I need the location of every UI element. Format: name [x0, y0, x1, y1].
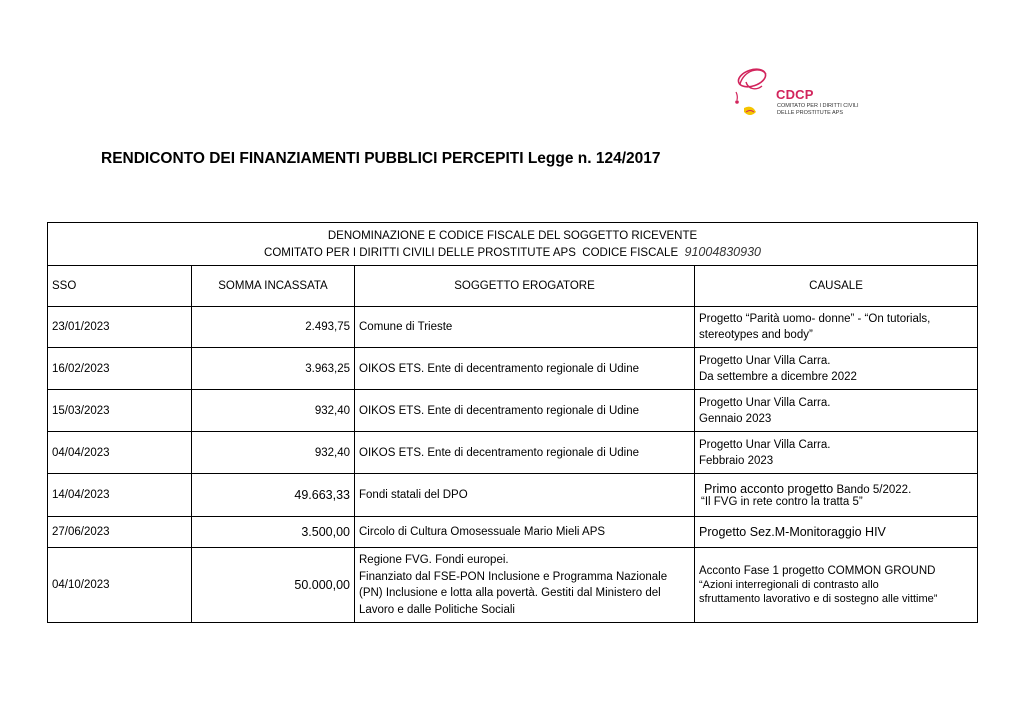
table-row: [48, 307, 978, 348]
receiver-name: COMITATO PER I DIRITTI CIVILI DELLE PROSTITUTE APS: [264, 246, 576, 259]
cause-cell: [695, 548, 978, 623]
entity-cell: Circolo di Cultura Omosessuale Mario Mieli APS: [355, 517, 695, 548]
date-cell: 23/01/2023: [48, 307, 192, 348]
date-cell: 16/02/2023: [48, 348, 192, 390]
table-row: [48, 474, 978, 517]
receiver-identity: [52, 244, 973, 261]
cause-line: sfruttamento lavorativo e di sostegno alle vittime”: [699, 593, 938, 605]
date-cell: 27/06/2023: [48, 517, 192, 548]
entity-cell: OIKOS ETS. Ente di decentramento regionale di Udine: [355, 348, 695, 390]
cause-line: Da settembre a dicembre 2022: [699, 370, 857, 383]
funding-table: [47, 222, 978, 623]
amount-cell: 50.000,00: [192, 548, 355, 623]
cause-line: Progetto Unar Villa Carra.: [699, 438, 831, 451]
entity-line: Finanziato dal FSE-PON Inclusione e Programma Nazionale: [359, 570, 668, 583]
entity-cell: [355, 548, 695, 623]
entity-line: (PN) Inclusione e lotta alla povertà. Gestiti dal Ministero del: [359, 587, 661, 599]
date-cell: 15/03/2023: [48, 390, 192, 432]
document-title: RENDICONTO DEI FINANZIAMENTI PUBBLICI PERCEPITI Legge n. 124/2017: [101, 150, 661, 167]
receiver-heading: DENOMINAZIONE E CODICE FISCALE DEL SOGGETTO RICEVENTE: [327, 229, 698, 242]
entity-cell: Fondi statali del DPO: [355, 474, 695, 517]
cause-line: Febbraio 2023: [699, 454, 774, 467]
fiscal-code-label: CODICE FISCALE: [582, 246, 679, 259]
lips-icon: [730, 62, 780, 122]
amount-cell: 49.663,33: [192, 474, 355, 517]
entity-line: Lavoro e dalle Politiche Sociali: [359, 603, 515, 616]
cause-line: Progetto “Parità uomo- donne” - “On tutorials,: [699, 313, 931, 325]
cause-cell: [695, 307, 978, 348]
col-header-cause: CAUSALE: [695, 266, 978, 307]
logo-subtitle-line: COMITATO PER I DIRITTI CIVILI: [777, 103, 859, 109]
cause-line: Progetto Unar Villa Carra.: [699, 354, 831, 367]
entity-cell: Comune di Trieste: [355, 307, 695, 348]
logo-subtitle-line: DELLE PROSTITUTE APS: [777, 109, 844, 116]
logo-wordmark: CDCP: [776, 87, 814, 102]
entity-cell: OIKOS ETS. Ente di decentramento regionale di Udine: [355, 390, 695, 432]
cause-line-part: Primo acconto progetto: [704, 482, 834, 496]
cause-cell: [695, 517, 978, 548]
amount-cell: 932,40: [192, 432, 355, 474]
date-cell: 04/04/2023: [48, 432, 192, 474]
cause-line: “Il FVG in rete contro la tratta 5”: [701, 496, 863, 508]
amount-cell: 2.493,75: [192, 307, 355, 348]
cause-cell: [695, 432, 978, 474]
amount-cell: 932,40: [192, 390, 355, 432]
cause-cell: [695, 390, 978, 432]
logo-subtitle: [777, 103, 859, 116]
date-cell: 14/04/2023: [48, 474, 192, 517]
cause-line: Progetto Sez.M-Monitoraggio HIV: [699, 525, 886, 539]
table-header: [48, 266, 978, 307]
receiver-cell: [48, 223, 978, 266]
cdcp-logo: [730, 62, 870, 126]
cause-line: stereotypes and body”: [699, 329, 813, 341]
cause-line: [699, 482, 973, 496]
entity-cell: OIKOS ETS. Ente di decentramento regionale di Udine: [355, 432, 695, 474]
table-row: [48, 432, 978, 474]
date-cell: 04/10/2023: [48, 548, 192, 623]
amount-cell: 3.963,25: [192, 348, 355, 390]
table-row: [48, 548, 978, 623]
table-row: [48, 348, 978, 390]
entity-line: Regione FVG. Fondi europei.: [359, 554, 509, 566]
col-header-amount: SOMMA INCASSATA: [192, 266, 355, 307]
col-header-date: SSO: [48, 266, 192, 307]
table-row: [48, 390, 978, 432]
cause-line: Acconto Fase 1 progetto COMMON GROUND: [699, 565, 936, 577]
amount-cell: 3.500,00: [192, 517, 355, 548]
cause-line: Progetto Unar Villa Carra.: [699, 396, 831, 409]
receiver-row: [48, 223, 978, 266]
cause-cell: [695, 474, 978, 517]
cause-cell: [695, 348, 978, 390]
cause-line-part: Bando 5/2022.: [836, 484, 912, 496]
col-header-entity: SOGGETTO EROGATORE: [355, 266, 695, 307]
table-row: [48, 517, 978, 548]
cause-line: Gennaio 2023: [699, 412, 772, 425]
fiscal-code-value: 91004830930: [684, 244, 761, 259]
cause-line: “Azioni interregionali di contrasto allo: [699, 579, 879, 591]
